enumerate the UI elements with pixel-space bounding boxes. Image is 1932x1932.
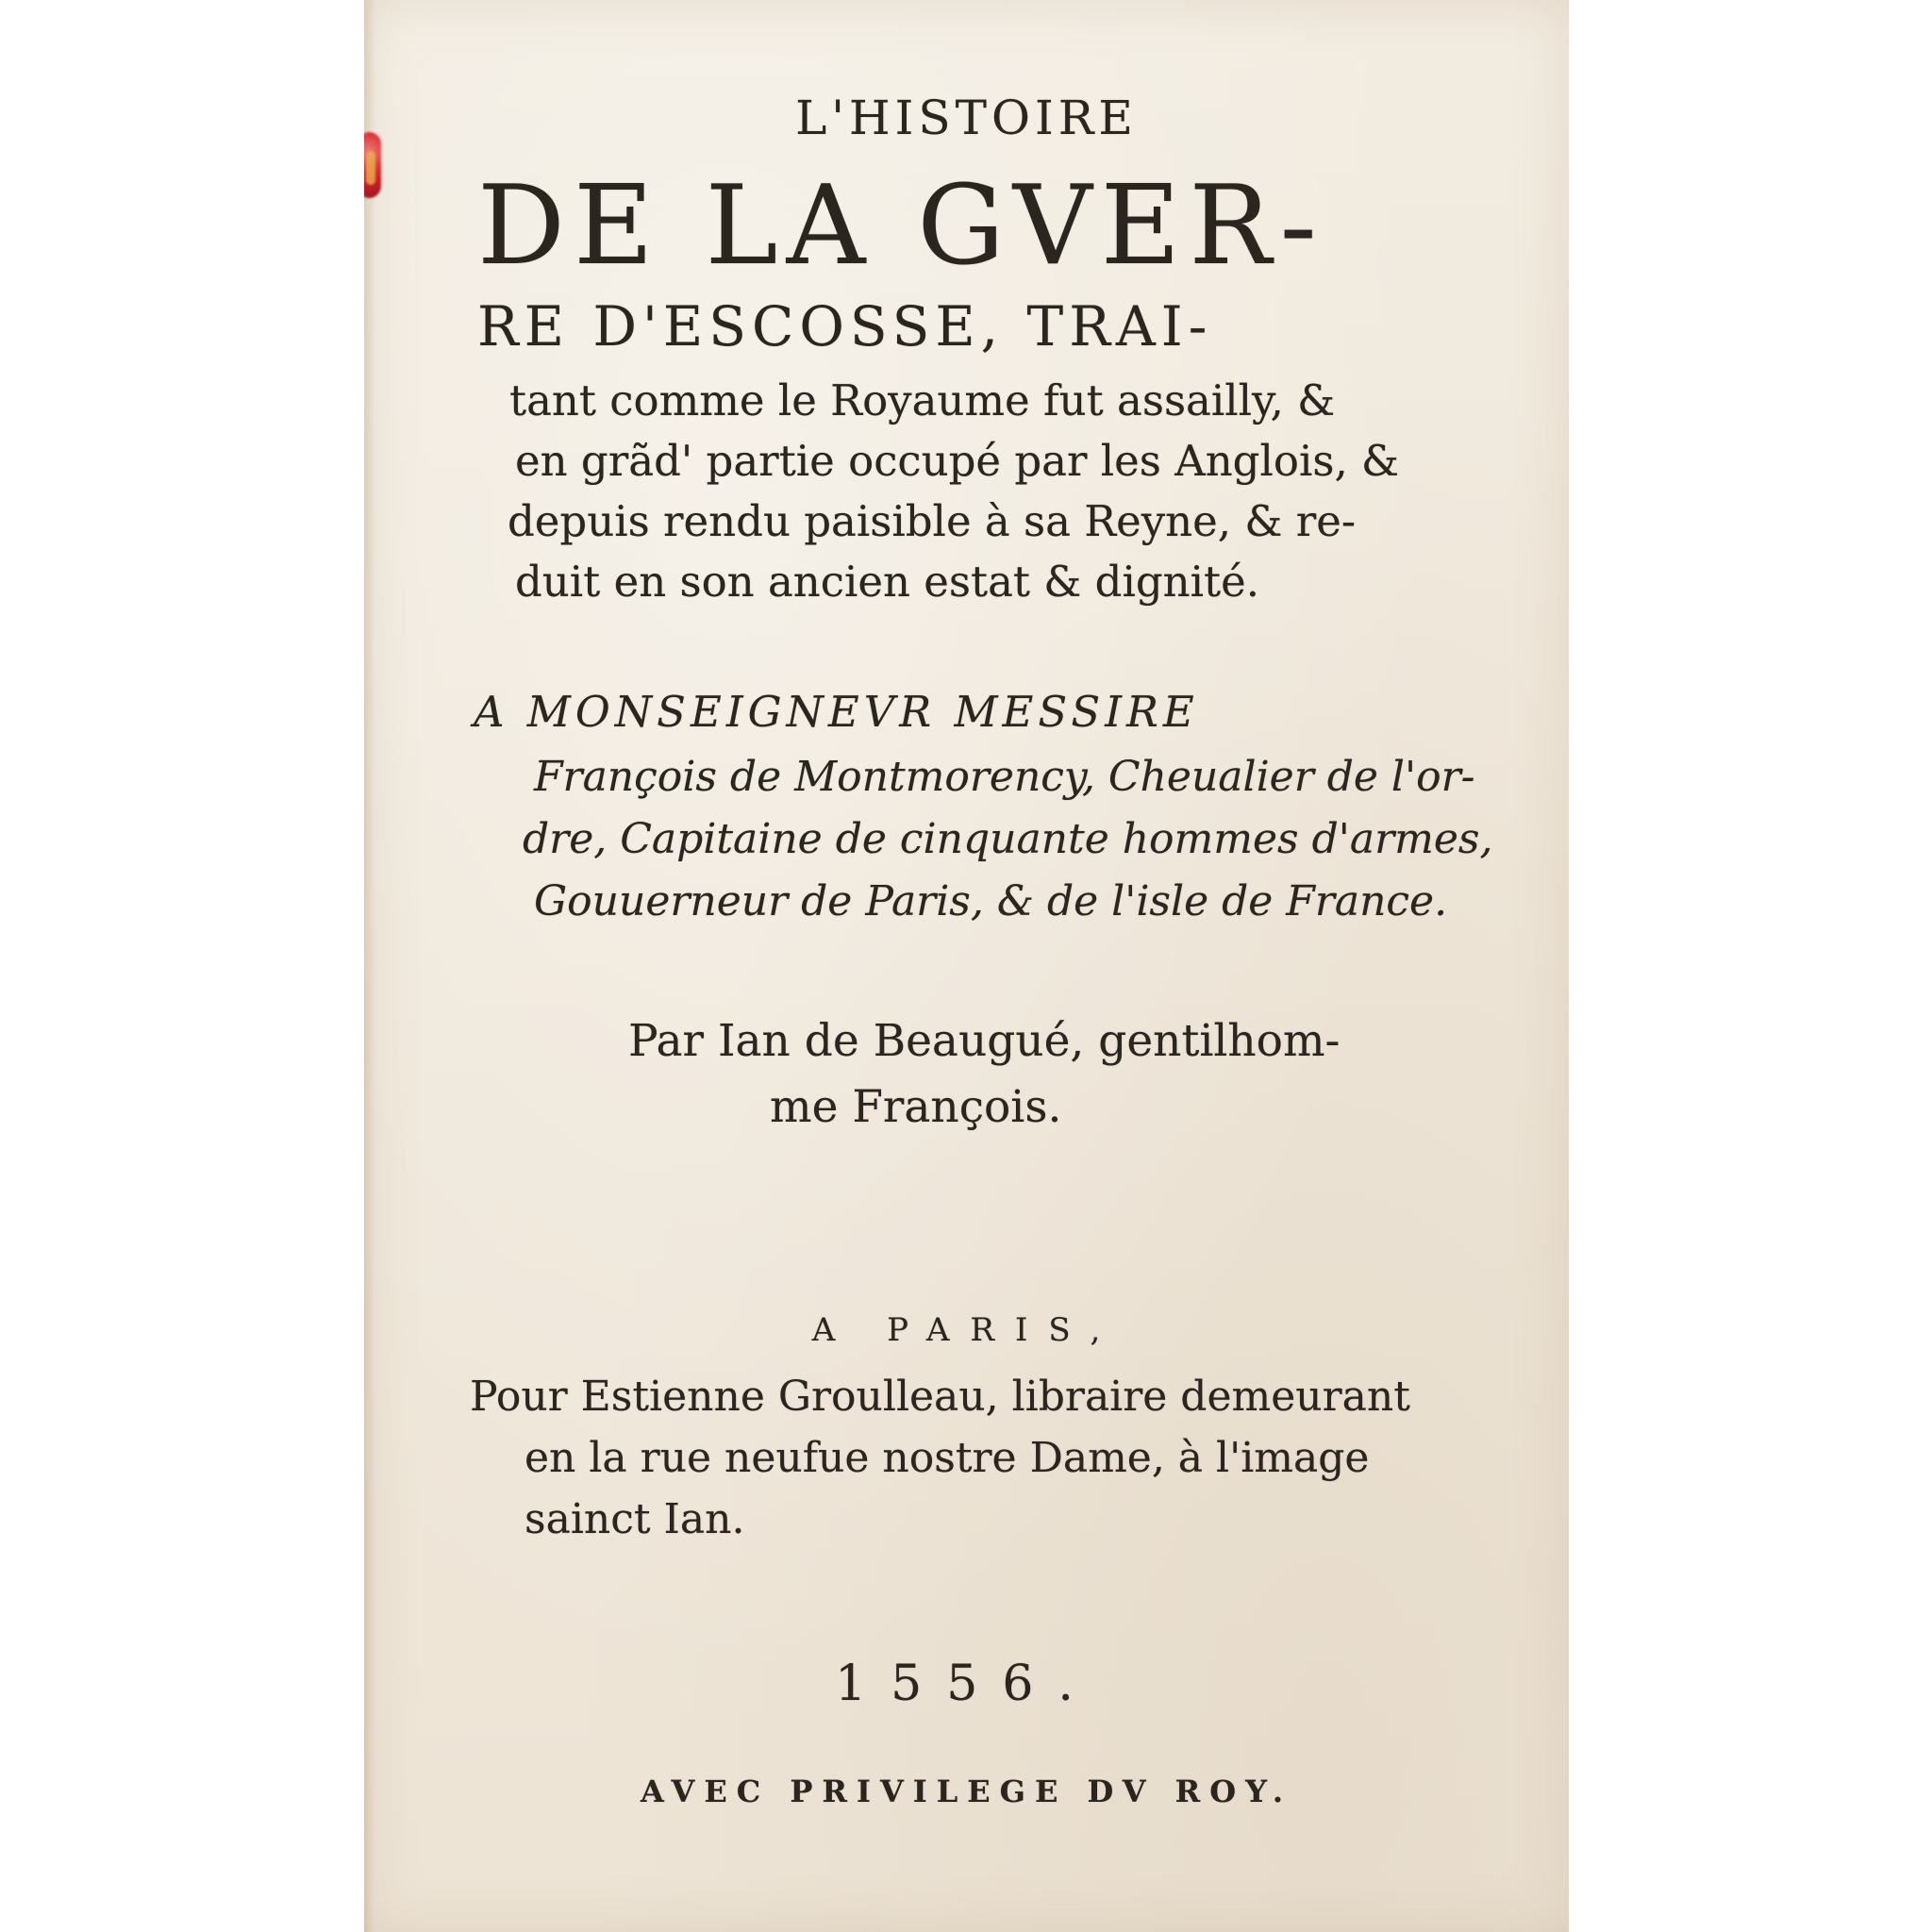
dedication-line: dre, Capitaine de cinquante hommes d'armes, bbox=[523, 815, 1493, 863]
author-line: me François. bbox=[770, 1081, 1062, 1133]
title-body-line: depuis rendu paisible à sa Reyne, & re- bbox=[508, 496, 1357, 546]
author-line: Par Ian de Beaugué, gentilhom- bbox=[628, 1015, 1341, 1067]
dedication-line: Gouuerneur de Paris, & de l'isle de France. bbox=[534, 877, 1448, 925]
imprint-line: en la rue neufue nostre Dame, à l'image bbox=[525, 1434, 1370, 1482]
title-body-line: tant comme le Royaume fut assailly, & bbox=[509, 375, 1336, 425]
imprint-city: A PARIS, bbox=[811, 1311, 1122, 1349]
title-body-line: duit en son ancien estat & dignité. bbox=[515, 557, 1260, 607]
title-body-line: en grãd' partie occupé par les Anglois, & bbox=[515, 436, 1400, 486]
title-line-2: DE LA GVER- bbox=[477, 162, 1325, 290]
title-line-3: RE D'ESCOSSE, TRAI- bbox=[477, 294, 1213, 358]
publication-year: 1556. bbox=[835, 1656, 1098, 1712]
dedication-heading: A MONSEIGNEVR MESSIRE bbox=[474, 687, 1199, 737]
title-page bbox=[364, 0, 1569, 1932]
title-line-1: L'HISTOIRE bbox=[795, 91, 1138, 145]
imprint-line: sainct Ian. bbox=[525, 1495, 745, 1543]
dedication-line: François de Montmorency, Cheualier de l'or- bbox=[534, 753, 1475, 801]
imprint-line: Pour Estienne Groulleau, libraire demeurant bbox=[470, 1373, 1410, 1421]
privilege-line: AVEC PRIVILEGE DV ROY. bbox=[641, 1774, 1292, 1809]
thread-highlight bbox=[366, 151, 375, 185]
